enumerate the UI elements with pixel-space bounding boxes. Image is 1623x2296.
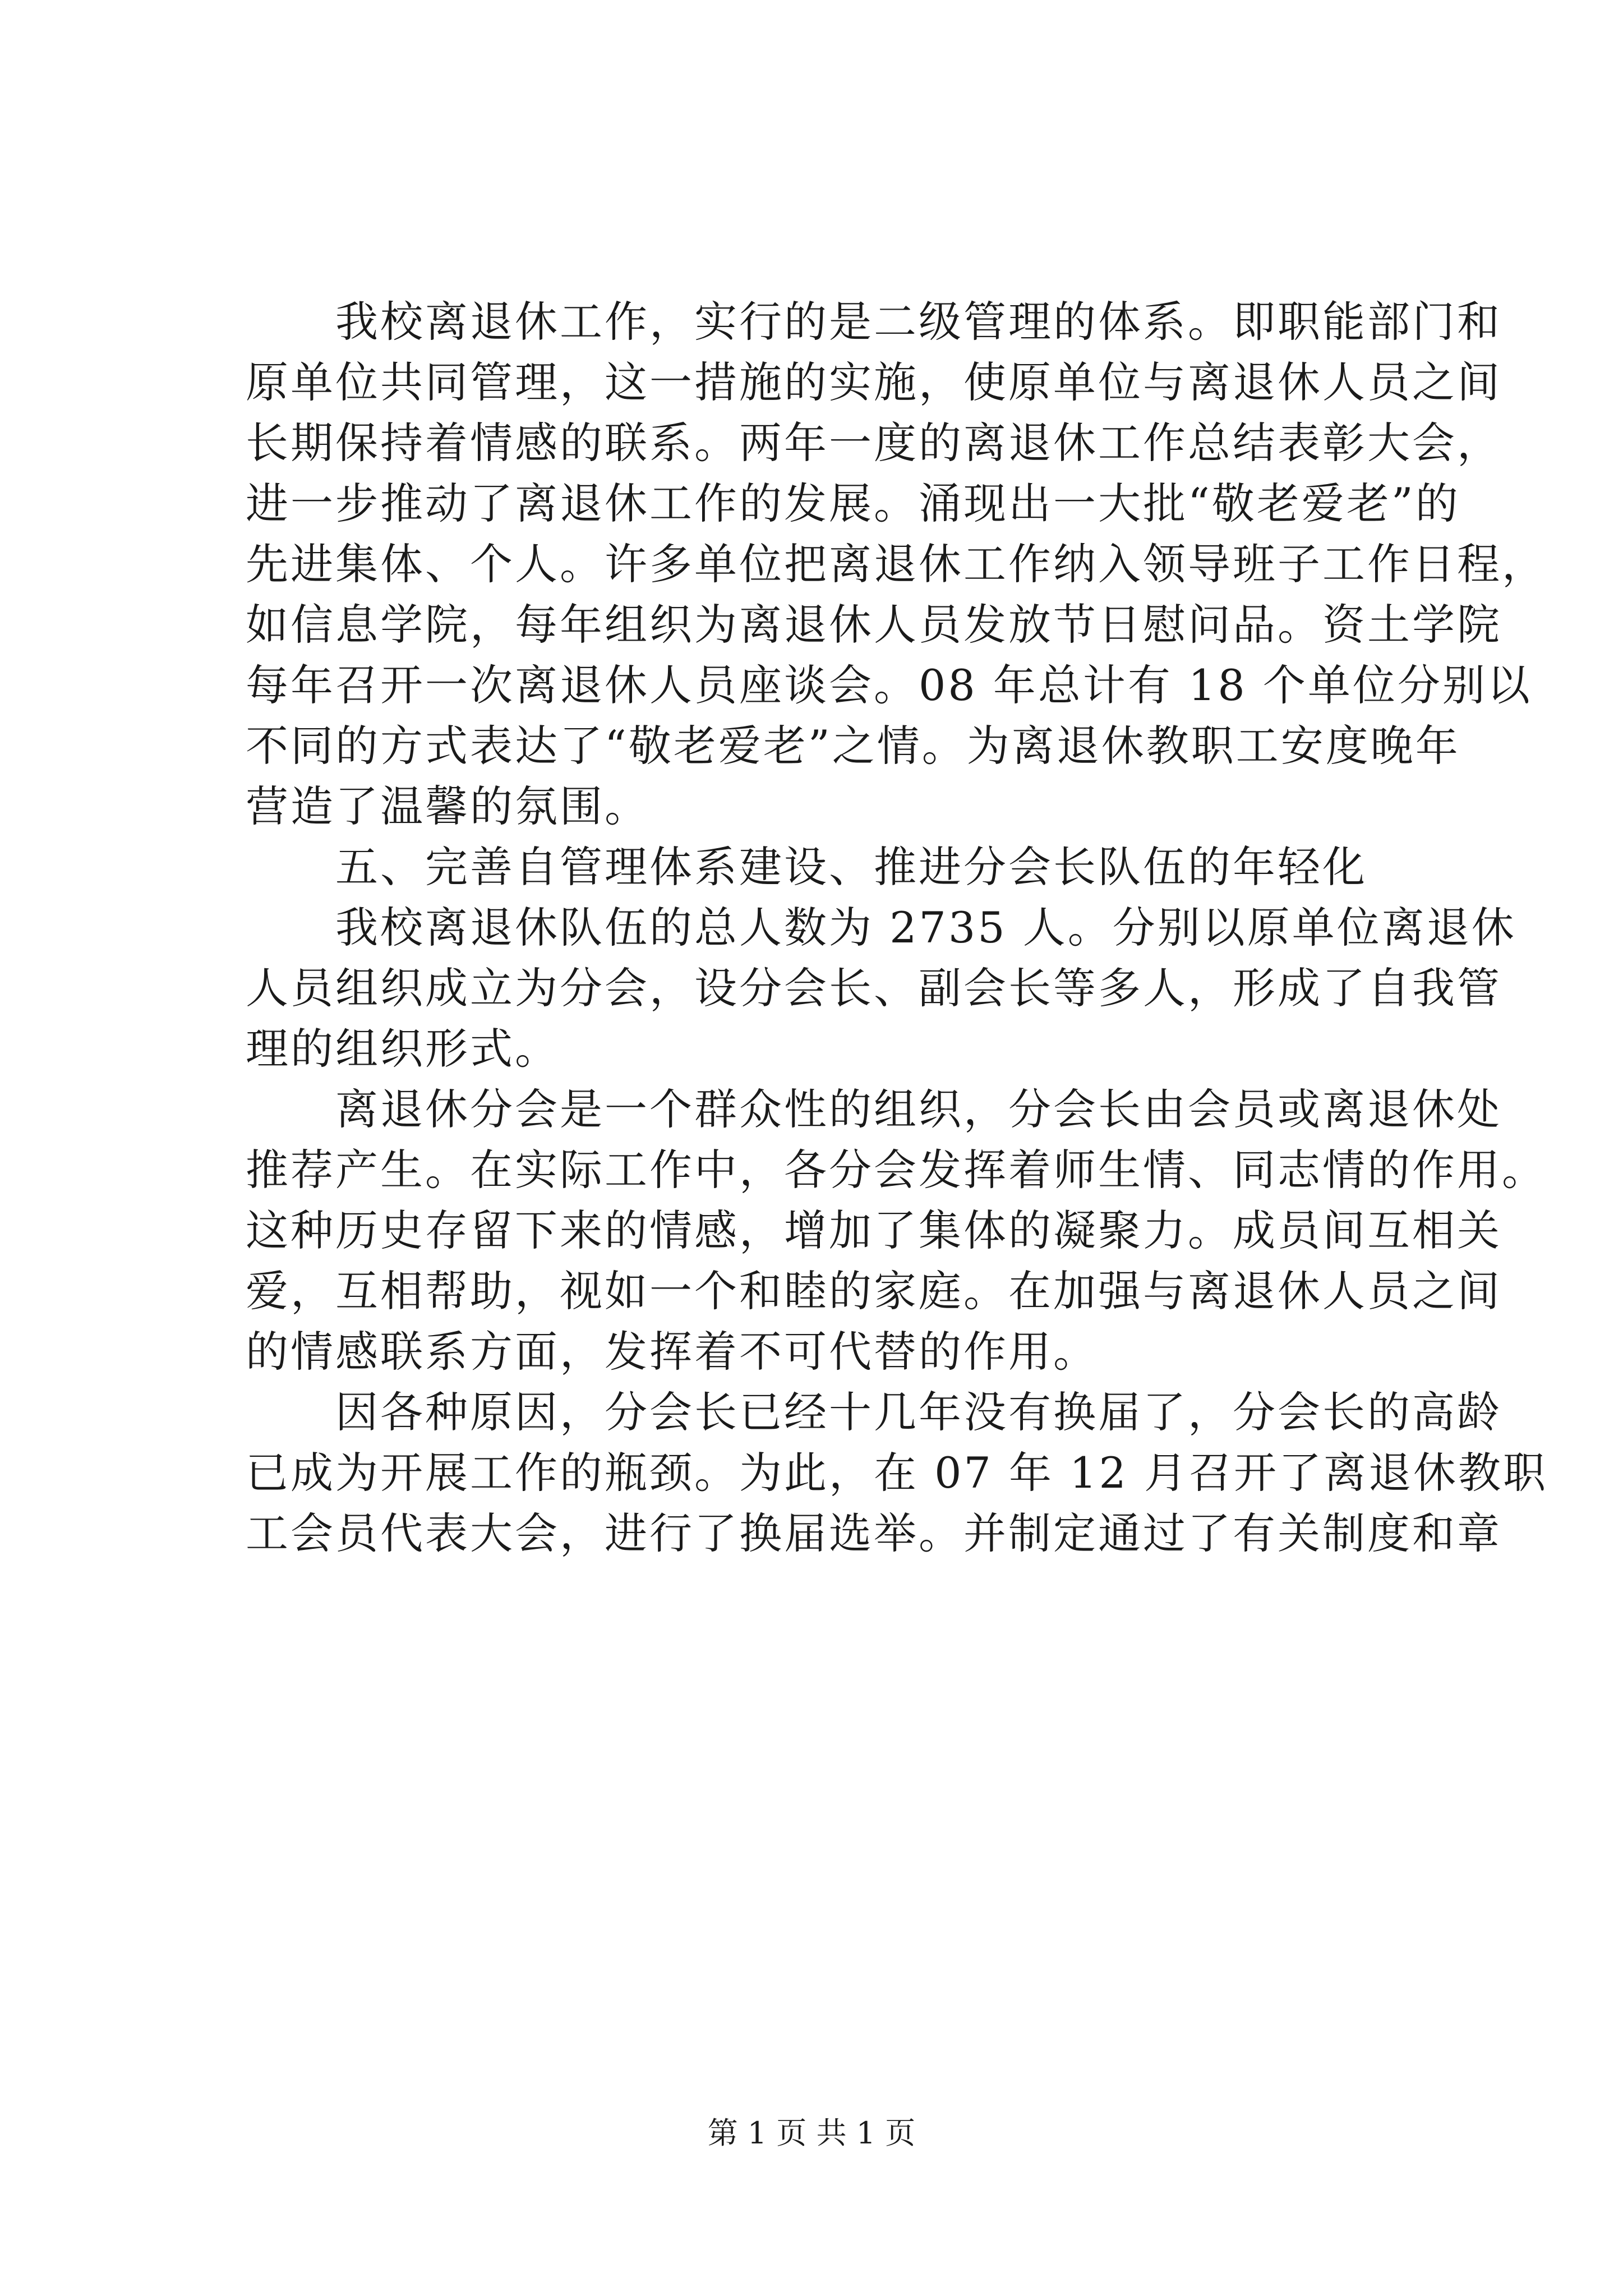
text-line: 爱，互相帮助，视如一个和睦的家庭。在加强与离退休人员之间 — [246, 1266, 1502, 1316]
text-line: 推荐产生。在实际工作中，各分会发挥着师生情、同志情的作用。 — [246, 1145, 1547, 1195]
text-line: 人员组织成立为分会，设分会长、副会长等多人，形成了自我管 — [246, 963, 1502, 1013]
text-line: 如信息学院，每年组织为离退休人员发放节日慰问品。资土学院 — [246, 600, 1502, 650]
text-line: 我校离退休队伍的总人数为 2735 人。分别以原单位离退休 — [246, 903, 1516, 953]
text-line: 不同的方式表达了“敬老爱老”之情。为离退休教职工安度晚年 — [246, 721, 1460, 771]
text-line: 每年召开一次离退休人员座谈会。08 年总计有 18 个单位分别以 — [246, 660, 1532, 710]
text-line: 的情感联系方面，发挥着不可代替的作用。 — [246, 1327, 1098, 1377]
text-line: 这种历史存留下来的情感，增加了集体的凝聚力。成员间互相关 — [246, 1205, 1502, 1255]
document-body — [246, 292, 1548, 1564]
page-footer — [0, 2114, 1623, 2153]
text-line: 工会员代表大会，进行了换届选举。并制定通过了有关制度和章 — [246, 1508, 1502, 1558]
text-line: 长期保持着情感的联系。两年一度的离退休工作总结表彰大会， — [246, 418, 1502, 468]
page-number-label: 第 1 页 共 1 页 — [707, 2115, 916, 2151]
section-heading: 五、完善自管理体系建设、推进分会长队伍的年轻化 — [246, 842, 1367, 892]
text-line: 原单位共同管理，这一措施的实施，使原单位与离退休人员之间 — [246, 357, 1502, 407]
text-line: 因各种原因，分会长已经十几年没有换届了，分会长的高龄 — [246, 1387, 1502, 1437]
text-line: 营造了温馨的氛围。 — [246, 781, 649, 831]
text-line: 已成为开展工作的瓶颈。为此，在 07 年 12 月召开了离退休教职 — [246, 1448, 1548, 1498]
text-line: 进一步推动了离退休工作的发展。涌现出一大批“敬老爱老”的 — [246, 478, 1460, 528]
text-line: 理的组织形式。 — [246, 1024, 560, 1074]
text-line: 离退休分会是一个群众性的组织，分会长由会员或离退休处 — [246, 1084, 1502, 1134]
text-line: 我校离退休工作，实行的是二级管理的体系。即职能部门和 — [246, 297, 1502, 347]
text-line: 先进集体、个人。许多单位把离退休工作纳入领导班子工作日程， — [246, 539, 1547, 589]
